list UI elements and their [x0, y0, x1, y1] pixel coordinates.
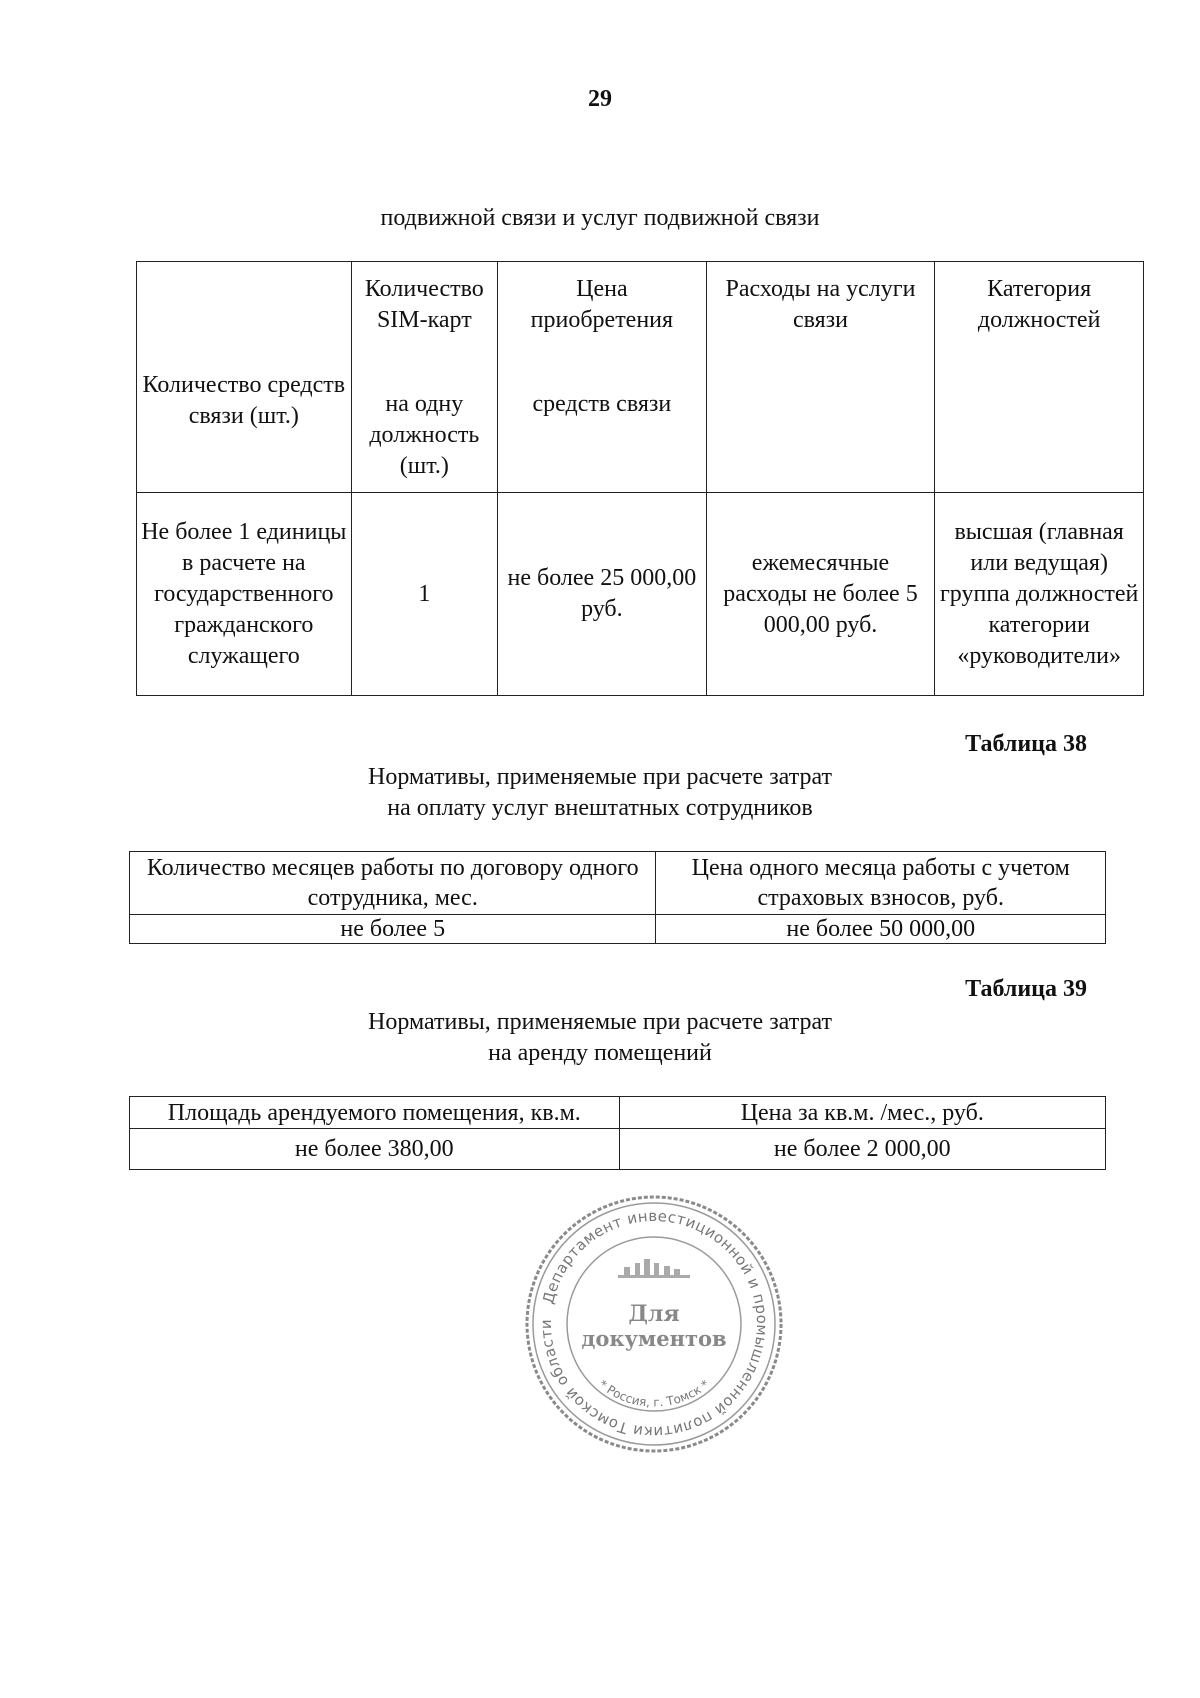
header-sim-top: Количество SIM-карт — [364, 276, 484, 333]
page-number: 29 — [588, 86, 612, 112]
mobile-communication-table — [136, 261, 1144, 696]
cell-price: не более 25 000,00 руб. — [498, 493, 707, 696]
header-devices: Количество средств связи (шт.) — [137, 262, 352, 493]
table39-label: Таблица 39 — [965, 976, 1087, 1002]
cell-category: высшая (главная или ведущая) группа должностей категории «руководители» — [935, 493, 1144, 696]
header-sim — [351, 262, 497, 493]
header-sim-bottom: на одну должность (шт.) — [369, 391, 480, 479]
table1-caption: подвижной связи и услуг подвижной связи — [380, 205, 820, 231]
cell-expenses: ежемесячные расходы не более 5 000,00 руб. — [706, 493, 935, 696]
table38-caption-line2: на оплату услуг внештатных сотрудников — [387, 795, 813, 821]
table-header-row — [130, 852, 1106, 915]
table39-caption-line2: на аренду помещений — [488, 1040, 712, 1066]
header-monthly-price: Цена одного месяца работы с учетом страховых взносов, руб. — [656, 852, 1106, 915]
header-expenses: Расходы на услуги связи — [706, 262, 935, 493]
cell-area: не более 380,00 — [130, 1129, 620, 1170]
stamp-center-line1: Для — [628, 1301, 680, 1327]
cell-price-per-sqm: не более 2 000,00 — [619, 1129, 1105, 1170]
stamp-emblem — [618, 1259, 690, 1278]
table-header-row — [137, 262, 1144, 493]
freelance-staff-table — [129, 851, 1106, 944]
header-price-top: Цена приобретения — [530, 276, 674, 333]
premises-rent-table — [129, 1096, 1106, 1170]
header-category: Категория должностей — [935, 262, 1144, 493]
table-row — [130, 1129, 1106, 1170]
header-months: Количество месяцев работы по договору одного сотрудника, мес. — [130, 852, 656, 915]
table38-caption-line1: Нормативы, применяемые при расчете затрат — [367, 764, 833, 790]
cell-devices: Не более 1 единицы в расчете на государственного гражданского служащего — [137, 493, 352, 696]
header-price — [498, 262, 707, 493]
header-area: Площадь арендуемого помещения, кв.м. — [130, 1097, 620, 1129]
stamp-ring-text: Департамент инвестиционной и промышленной политики Томской области — [536, 1206, 772, 1442]
table-row — [130, 915, 1106, 944]
header-price-bottom: средств связи — [532, 391, 672, 417]
header-price-per-sqm: Цена за кв.м. /мес., руб. — [619, 1097, 1105, 1129]
official-stamp — [523, 1193, 785, 1455]
table39-caption-line1: Нормативы, применяемые при расчете затрат — [367, 1009, 833, 1035]
cell-sim: 1 — [351, 493, 497, 696]
stamp-center-line2: документов — [581, 1326, 727, 1351]
cell-monthly-price: не более 50 000,00 — [656, 915, 1106, 944]
table-header-row — [130, 1097, 1106, 1129]
table-row — [137, 493, 1144, 696]
stamp-bottom-text: * Россия, г. Томск * — [596, 1377, 712, 1410]
table38-label: Таблица 38 — [965, 731, 1087, 757]
cell-months: не более 5 — [130, 915, 656, 944]
